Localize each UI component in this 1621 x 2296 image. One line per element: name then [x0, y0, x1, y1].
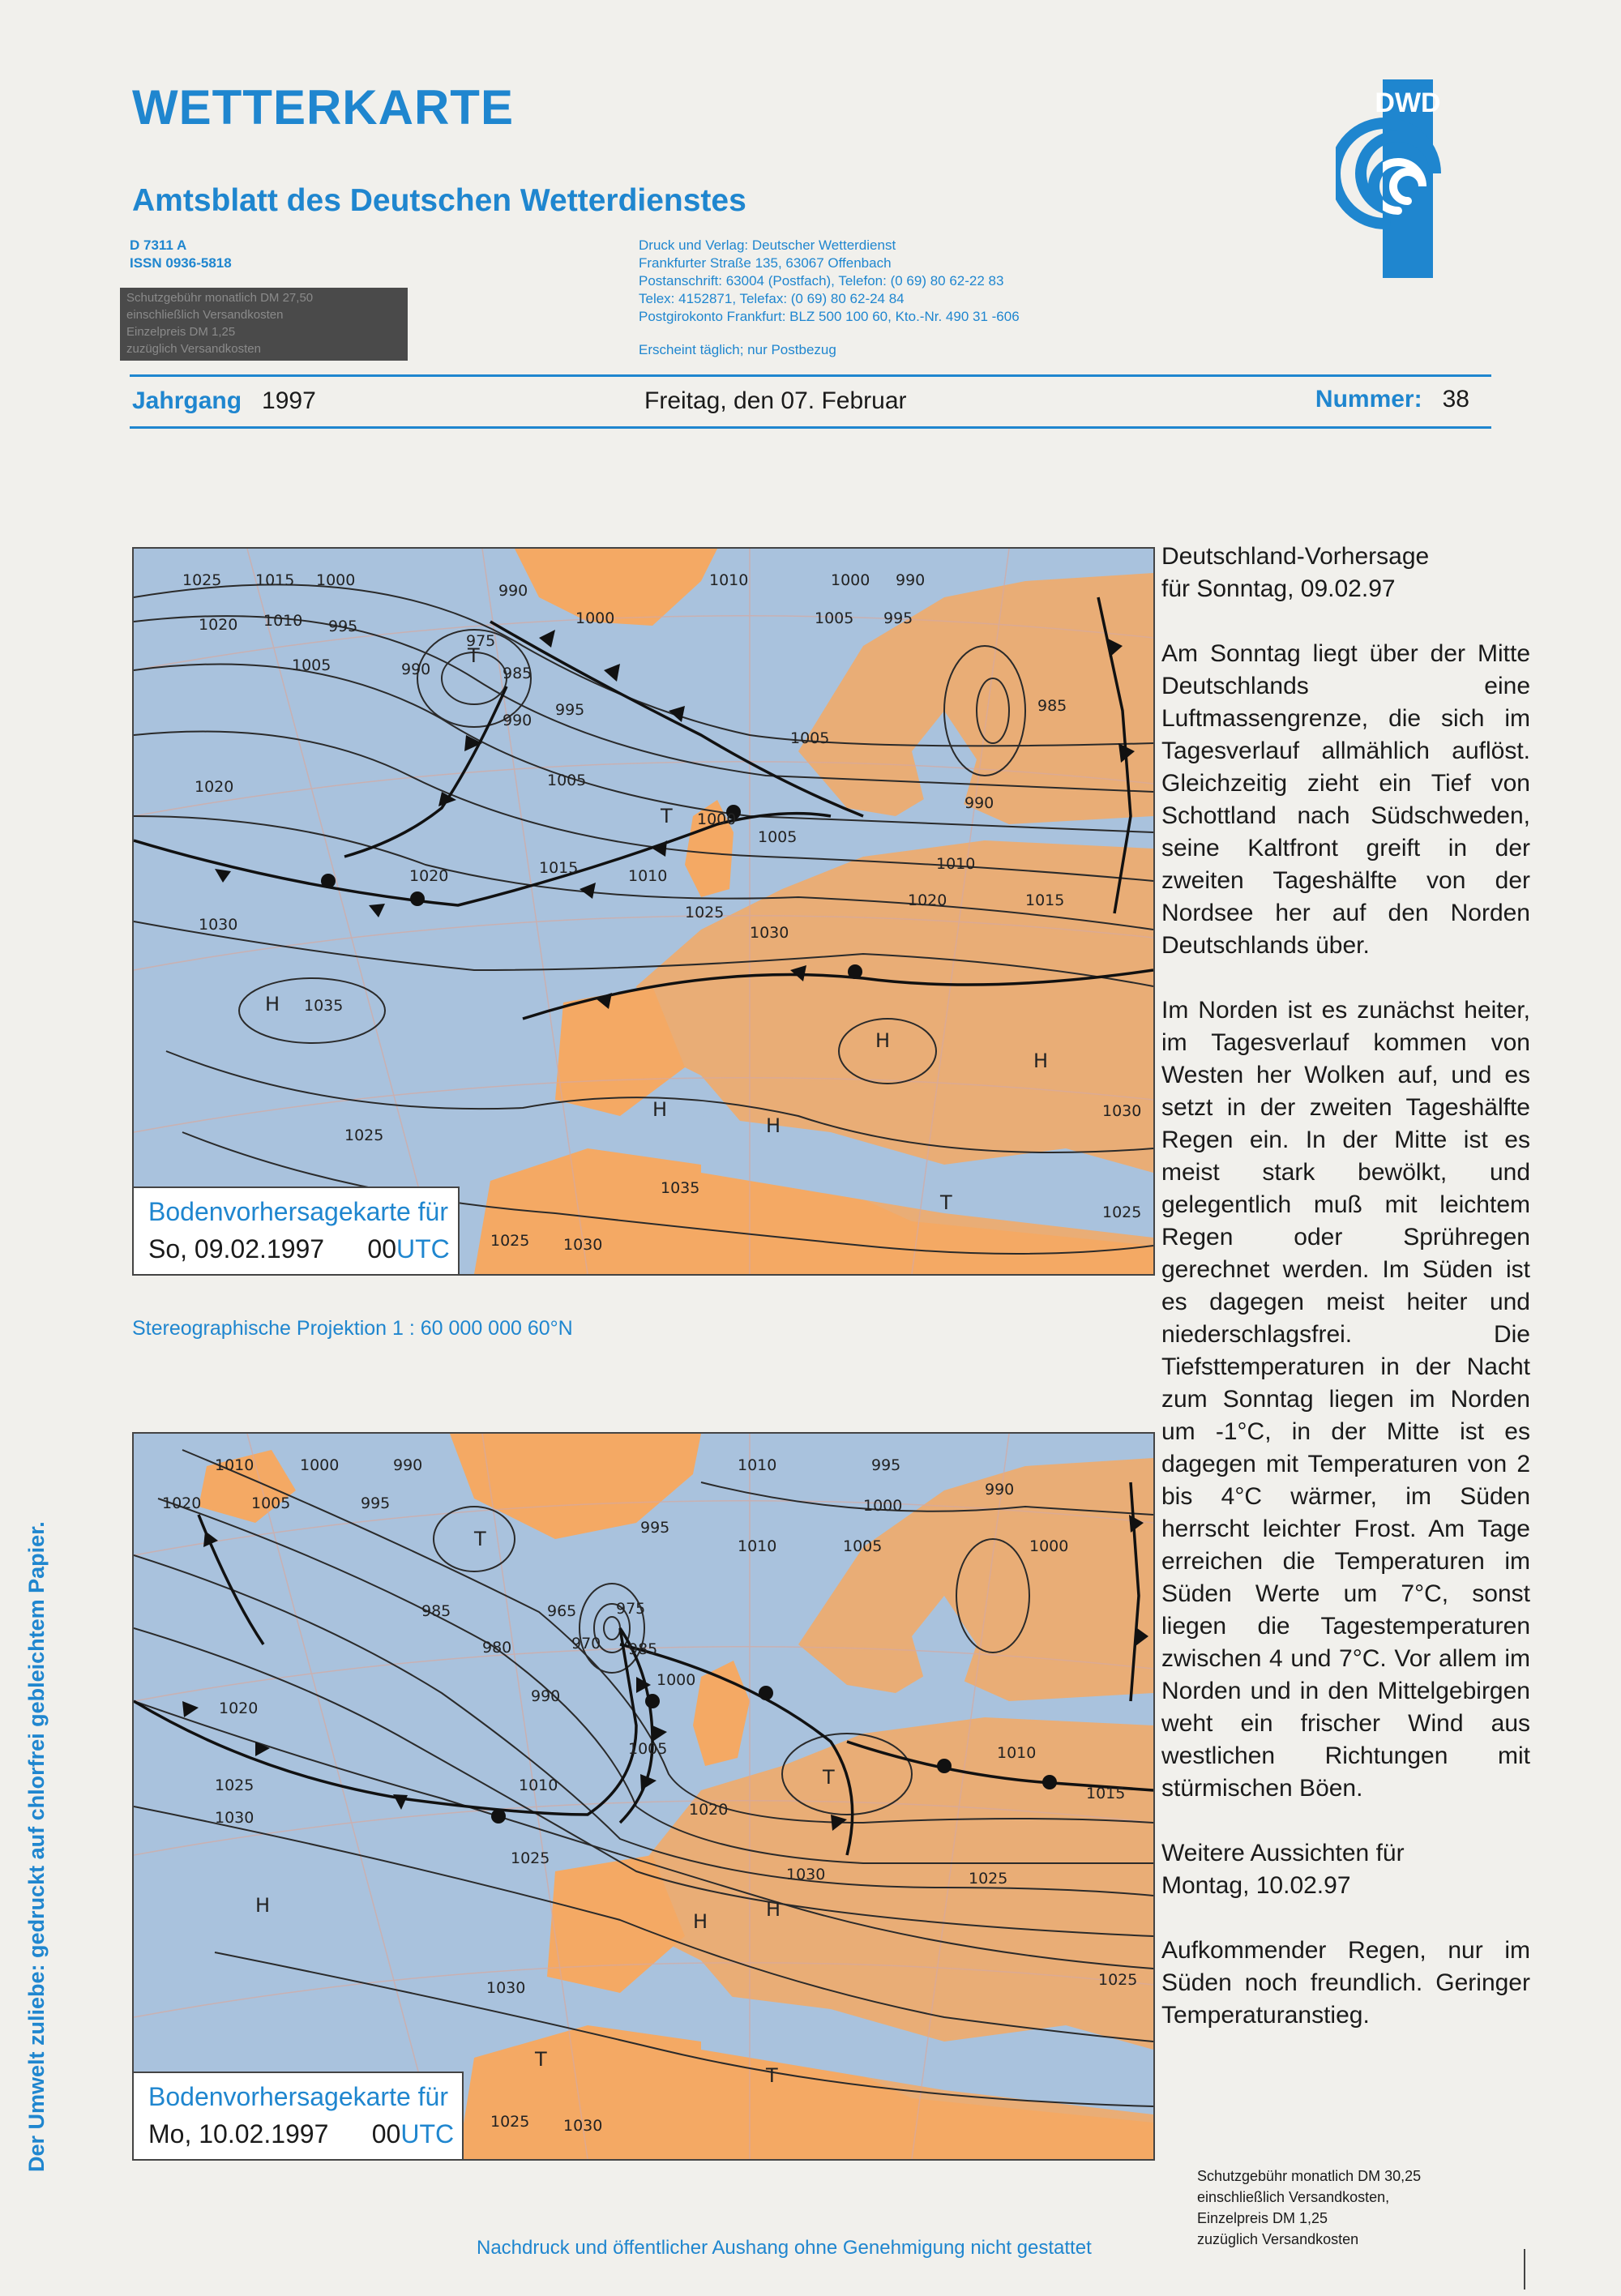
- isobar-label: 1010: [738, 1537, 777, 1555]
- isobar-label: 995: [555, 701, 585, 719]
- number-value: 38: [1442, 386, 1469, 413]
- fee-line: einschließlich Versandkosten,: [1197, 2189, 1390, 2205]
- pressure-center: T: [661, 805, 673, 827]
- publisher-line: Postanschrift: 63004 (Postfach), Telefon: (0 69) 80 62-22 83: [639, 273, 1004, 289]
- isobar-label: 1025: [490, 2113, 530, 2131]
- isobar-label: 990: [896, 571, 926, 589]
- volume: [132, 387, 316, 415]
- map-caption: [134, 2072, 464, 2159]
- isobar-label: 1030: [199, 916, 238, 934]
- isobar-label: 1025: [685, 904, 725, 921]
- outlook-paragraph: Aufkommender Regen, nur im Süden noch freundlich. Geringer Temperaturanstieg.: [1161, 1937, 1530, 2029]
- isobar-label: 1025: [182, 571, 222, 589]
- isobar-label: 1020: [162, 1494, 202, 1512]
- isobar-label: 1030: [1102, 1102, 1142, 1120]
- fee-line: einschließlich Versandkosten: [126, 308, 284, 322]
- isobar-label: 990: [393, 1456, 423, 1474]
- map-caption-day: So, 09.02.1997: [148, 1234, 325, 1263]
- issue-date: Freitag, den 07. Februar: [644, 387, 907, 414]
- volume-value: 1997: [262, 387, 316, 414]
- isobar-label: 1005: [843, 1537, 883, 1555]
- isobar-label: 1020: [195, 778, 234, 796]
- isobar-label: 1000: [863, 1497, 903, 1515]
- isobar-label: 990: [964, 794, 994, 812]
- isobar-label: 985: [1037, 697, 1067, 715]
- subscription-fee: [1197, 2166, 1421, 2250]
- isobar-label: 1000: [575, 609, 615, 627]
- forecast-text: [1161, 541, 1530, 2032]
- map-caption-utc: UTC: [400, 2119, 455, 2148]
- publisher-line: Druck und Verlag: Deutscher Wetterdienst: [639, 237, 896, 253]
- id-line: D 7311 A: [130, 237, 187, 253]
- isobar-label: 1005: [628, 1740, 668, 1758]
- isobar-label: 985: [421, 1602, 451, 1620]
- isobar-label: 1010: [738, 1456, 777, 1474]
- weather-map-sunday: [132, 547, 1155, 1276]
- map-caption: [134, 1186, 460, 1274]
- isobar-label: 990: [401, 661, 431, 678]
- isobar-label: 1010: [936, 855, 976, 873]
- outlook-heading-date: Montag, 10.02.97: [1161, 1872, 1351, 1899]
- isobar-label: 990: [498, 582, 528, 600]
- isobar-label: 1030: [563, 1236, 603, 1254]
- isobar-label: 980: [482, 1639, 512, 1657]
- pressure-center: H: [255, 1894, 271, 1917]
- isobar-label: 970: [571, 1635, 601, 1653]
- pressure-center: T: [535, 2048, 547, 2071]
- weather-map-monday: [132, 1432, 1155, 2161]
- isobar-label: 1035: [304, 997, 344, 1015]
- isobar-label: 1015: [1086, 1785, 1126, 1802]
- issue-number: [1315, 386, 1469, 413]
- isobar-label: 1025: [1102, 1204, 1142, 1221]
- isobar-label: 1030: [786, 1866, 826, 1883]
- isobar-label: 985: [503, 665, 532, 682]
- fee-line: Schutzgebühr monatlich DM 30,25: [1197, 2168, 1422, 2184]
- isobar-label: 995: [640, 1519, 670, 1537]
- map-caption-title: Bodenvorhersagekarte für: [148, 2082, 448, 2111]
- isobar-label: 1005: [292, 656, 331, 674]
- isobar-label: 1035: [661, 1179, 700, 1197]
- pressure-center: H: [1033, 1050, 1049, 1072]
- isobar-label: 1030: [750, 924, 789, 942]
- isobar-label: 1020: [199, 616, 238, 634]
- pressure-center: H: [766, 1114, 781, 1137]
- map-caption-day: Mo, 10.02.1997: [148, 2119, 329, 2148]
- isobar-label: 1000: [300, 1456, 340, 1474]
- forecast-heading: Deutschland-Vorhersage: [1161, 543, 1430, 570]
- dwd-logo: [1336, 79, 1457, 278]
- logo-text: DWD: [1375, 88, 1441, 118]
- isobar-label: 1030: [486, 1979, 526, 1997]
- isobar-label: 1015: [255, 571, 295, 589]
- map-caption-title: Bodenvorhersagekarte für: [148, 1197, 448, 1226]
- number-label: Nummer:: [1315, 386, 1422, 413]
- isobar-label: 975: [466, 632, 496, 650]
- isobar-label: 990: [531, 1687, 561, 1705]
- isobar-label: 1020: [689, 1801, 729, 1819]
- isobar-label: 1005: [547, 772, 587, 789]
- volume-label: Jahrgang: [132, 387, 242, 414]
- isobar-label: 1010: [709, 571, 749, 589]
- reprint-notice: Nachdruck und öffentlicher Aushang ohne Genehmigung nicht gestattet: [477, 2237, 1092, 2259]
- isobar-label: 1005: [758, 828, 798, 846]
- map-caption-date: [148, 1230, 450, 1268]
- forecast-paragraph: Im Norden ist es zunächst heiter, im Tagesverlauf kommen von Westen her Wolken auf, und es setzt in der zweiten Tageshälfte Regen ein. In der Mitte ist es meist stark bewölkt, und gelegentlich muß mit leichtem Regen oder Sprühregen gerechnet werden. Im Süden ist es dagegen meist heiter und niederschlagsfrei. Die Tiefsttemperaturen in der Nacht zum Sonntag liegen im Norden um -1°C, in der Mitte ist es dagegen mit Temperaturen von 2 bis 4°C wärmer, im Süden herrscht leichter Frost. Am Tage erreichen die Temperaturen im Süden Werte um 7°C, sonst liegen die Tagestemperaturen zwischen 4 und 7°C. Vor allem im Norden und in den Mittelgebirgen weht ein frischer Wind aus westlichen Richtungen mit stürmischen Böen.: [1161, 997, 1530, 1802]
- isobar-label: 1025: [344, 1127, 384, 1144]
- isobar-label: 1020: [219, 1700, 259, 1717]
- environment-note: Der Umwelt zuliebe: gedruckt auf chlorfrei gebleichtem Papier.: [24, 1521, 49, 2172]
- header-rule-bottom: [130, 426, 1491, 429]
- issue-info-row: [132, 384, 1469, 420]
- appears-note: Erscheint täglich; nur Postbezug: [639, 342, 836, 357]
- isobar-label: 990: [985, 1481, 1015, 1499]
- publisher-info: [639, 237, 1020, 326]
- pressure-center: H: [265, 993, 280, 1015]
- publisher-line: Postgirokonto Frankfurt: BLZ 500 100 60, Kto.-Nr. 490 31 -606: [639, 309, 1020, 324]
- isobar-label: 1000: [316, 571, 356, 589]
- isobar-label: 995: [871, 1456, 901, 1474]
- map-caption-utc: UTC: [396, 1234, 450, 1263]
- header-rule-top: [130, 374, 1491, 377]
- projection-note: Stereographische Projektion 1 : 60 000 000 60°N: [132, 1317, 573, 1340]
- map-caption-time: 00: [367, 1234, 397, 1263]
- isobar-label: 1025: [215, 1777, 254, 1794]
- isobar-label: 995: [361, 1494, 391, 1512]
- pressure-center: H: [875, 1029, 891, 1052]
- pressure-center: H: [652, 1098, 668, 1121]
- isobar-label: 1005: [815, 609, 854, 627]
- isobar-label: 1025: [1098, 1971, 1138, 1989]
- isobar-label: 1000: [831, 571, 870, 589]
- pressure-center: H: [693, 1910, 708, 1933]
- isobar-label: 985: [628, 1640, 658, 1658]
- isobar-label: 975: [616, 1600, 646, 1618]
- isobar-label: 1005: [790, 729, 830, 747]
- pressure-center: H: [766, 1898, 781, 1921]
- pressure-center: T: [823, 1766, 835, 1789]
- fee-line: Schutzgebühr monatlich DM 27,50: [126, 291, 314, 305]
- fee-line: zuzüglich Versandkosten: [1197, 2231, 1359, 2247]
- fee-line: zuzüglich Versandkosten: [126, 342, 261, 356]
- isobar-label: 1025: [490, 1232, 530, 1250]
- page-title: WETTERKARTE: [132, 80, 514, 135]
- isobar-label: 1000: [657, 1671, 696, 1689]
- forecast-paragraph: Am Sonntag liegt über der Mitte Deutschlands eine Luftmassengrenze, die sich im Tagesverlauf allmählich auflöst. Gleichzeitig zieht ein Tief von Schottland nach Südschweden, seine Kaltfront greift in der zweiten Tageshälfte von der Nordsee her auf den Norden Deutschlands über.: [1161, 640, 1530, 959]
- isobar-label: 1000: [1029, 1537, 1069, 1555]
- map-caption-date: [148, 2115, 454, 2153]
- isobar-label: 990: [503, 712, 532, 729]
- fee-line: Einzelpreis DM 1,25: [126, 325, 236, 339]
- isobar-label: 1000: [697, 810, 737, 828]
- map-caption-time: 00: [371, 2119, 401, 2148]
- isobar-label: 1025: [969, 1870, 1008, 1888]
- publisher-line: Frankfurter Straße 135, 63067 Offenbach: [639, 255, 892, 271]
- pressure-center: T: [474, 1528, 486, 1550]
- isobar-label: 1015: [539, 859, 579, 877]
- publisher-line: Telex: 4152871, Telefax: (0 69) 80 62-24 84: [639, 291, 905, 306]
- isobar-label: 1025: [511, 1849, 550, 1867]
- forecast-heading-date: für Sonntag, 09.02.97: [1161, 575, 1396, 602]
- isobar-label: 1005: [251, 1494, 291, 1512]
- isobar-label: 1020: [409, 867, 449, 885]
- isobar-label: 1010: [215, 1456, 254, 1474]
- isobar-label: 995: [328, 618, 358, 635]
- isobar-label: 995: [883, 609, 913, 627]
- fee-box: [120, 288, 408, 361]
- fee-line: Einzelpreis DM 1,25: [1197, 2210, 1328, 2226]
- isobar-label: 965: [547, 1602, 577, 1620]
- isobar-label: 1010: [519, 1777, 558, 1794]
- page-subtitle: Amtsblatt des Deutschen Wetterdienstes: [132, 183, 746, 218]
- publication-ids: [130, 237, 232, 272]
- margin-mark: [1524, 2249, 1525, 2290]
- isobar-label: 1010: [997, 1744, 1037, 1762]
- isobar-label: 1030: [563, 2117, 603, 2135]
- isobar-label: 1015: [1025, 891, 1065, 909]
- weather-map-graphic: [134, 549, 1153, 1274]
- pressure-center: T: [940, 1191, 952, 1214]
- isobar-label: 1010: [263, 612, 303, 630]
- pressure-center: T: [468, 644, 480, 667]
- isobar-label: 1010: [628, 867, 668, 885]
- id-line: ISSN 0936-5818: [130, 255, 232, 271]
- isobar-label: 1030: [215, 1809, 254, 1827]
- outlook-heading: Weitere Aussichten für: [1161, 1840, 1405, 1866]
- weather-map-graphic: [134, 1434, 1153, 2159]
- pressure-center: T: [766, 2064, 778, 2087]
- isobar-label: 1020: [908, 891, 947, 909]
